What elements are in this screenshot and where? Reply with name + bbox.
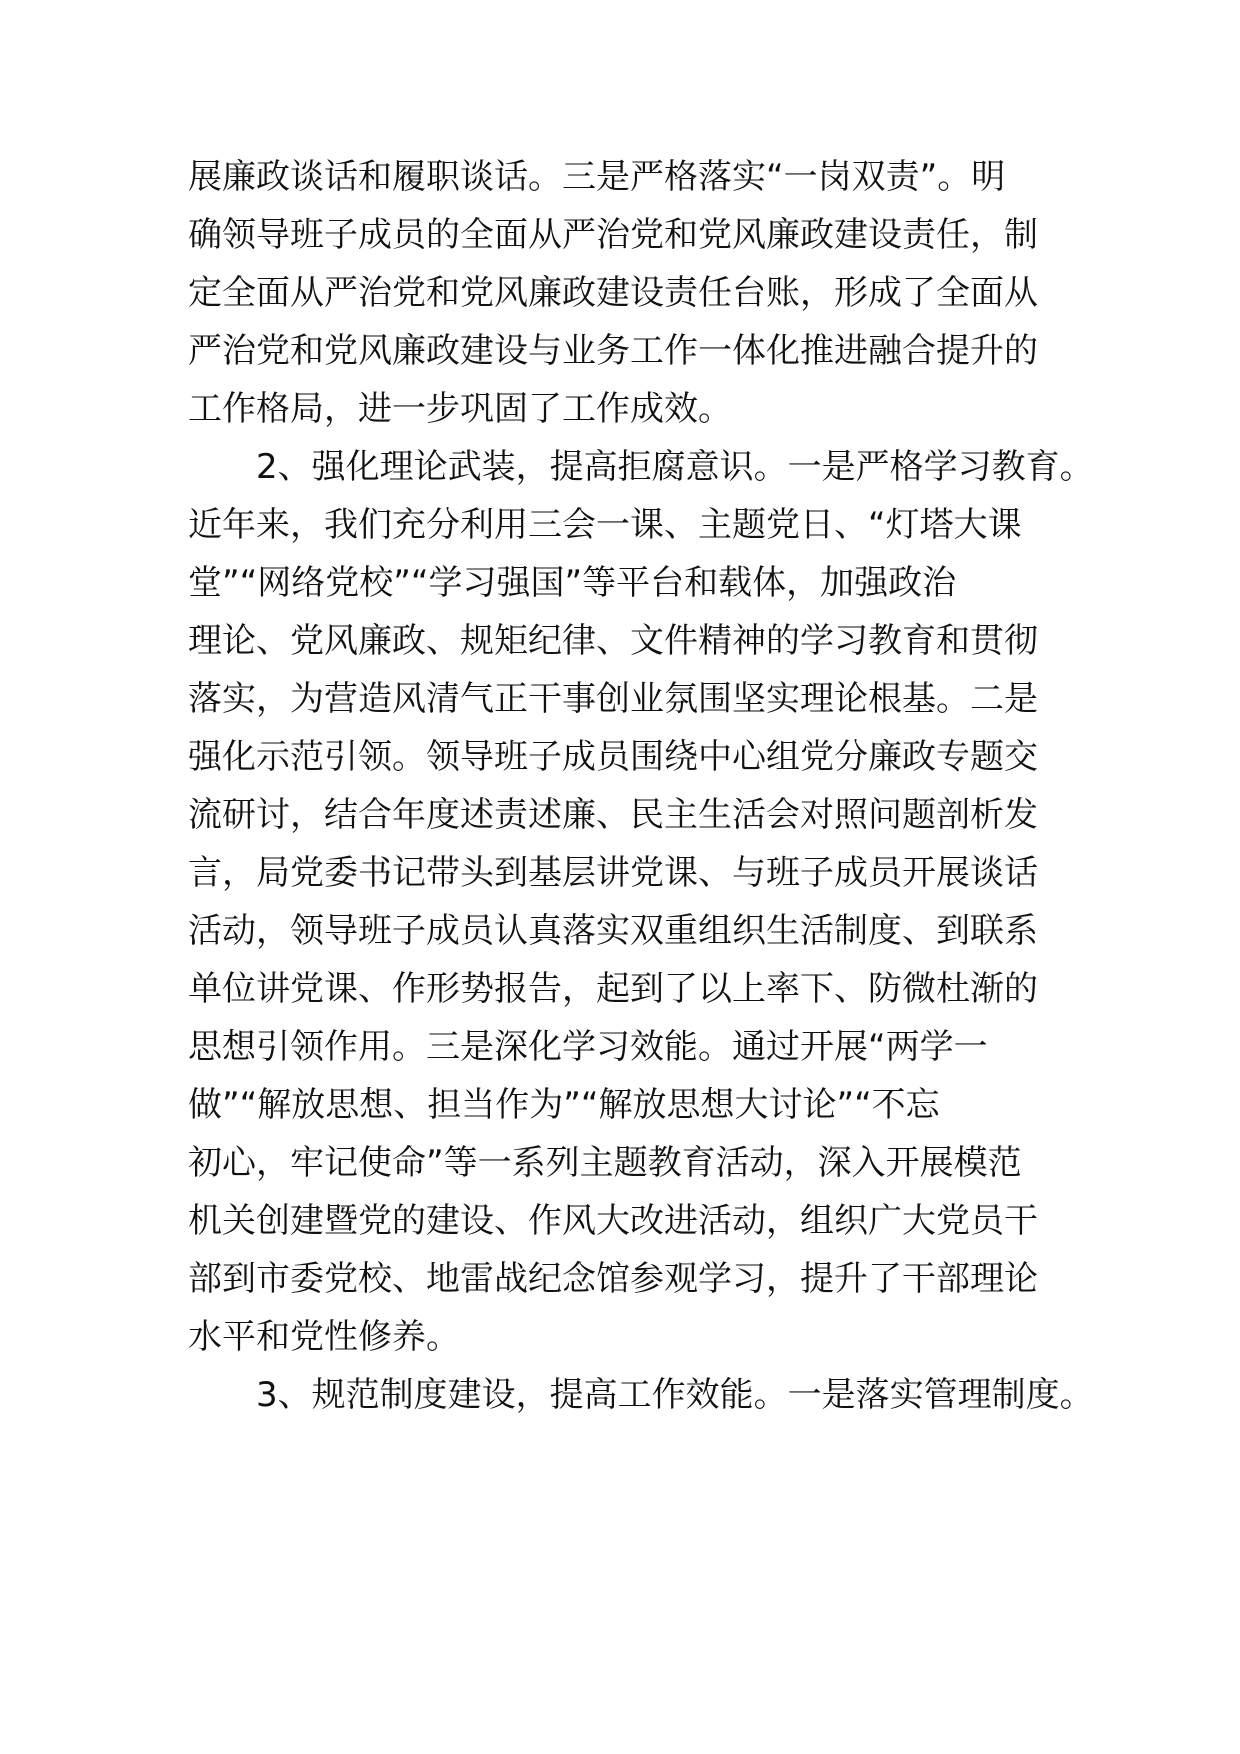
- paragraph-heading-2: 2、强化理论武装，提高拒腐意识。一是严格学习教育。: [256, 447, 1094, 487]
- text-line: 活动，领导班子成员认真落实双重组织生活制度、到联系: [188, 911, 1038, 951]
- text-line: 展廉政谈话和履职谈话。三是严格落实“一岗双责”。明: [188, 157, 1006, 197]
- text-line: 工作格局，进一步巩固了工作成效。: [188, 389, 732, 429]
- text-line: 严治党和党风廉政建设与业务工作一体化推进融合提升的: [188, 331, 1038, 371]
- text-line: 定全面从严治党和党风廉政建设责任台账，形成了全面从: [188, 273, 1038, 313]
- text-line: 做”“解放思想、担当作为”“解放思想大讨论”“不忘: [188, 1085, 940, 1125]
- text-line: 确领导班子成员的全面从严治党和党风廉政建设责任，制: [188, 215, 1038, 255]
- text-line: 理论、党风廉政、规矩纪律、文件精神的学习教育和贯彻: [188, 621, 1038, 661]
- text-line: 强化示范引领。领导班子成员围绕中心组党分廉政专题交: [188, 737, 1038, 777]
- text-line: 思想引领作用。三是深化学习效能。通过开展“两学一: [188, 1027, 988, 1067]
- text-line: 言，局党委书记带头到基层讲党课、与班子成员开展谈话: [188, 853, 1038, 893]
- text-line: 机关创建暨党的建设、作风大改进活动，组织广大党员干: [188, 1201, 1038, 1241]
- text-line: 部到市委党校、地雷战纪念馆参观学习，提升了干部理论: [188, 1259, 1038, 1299]
- text-line: 流研讨，结合年度述责述廉、民主生活会对照问题剖析发: [188, 795, 1038, 835]
- text-line: 堂”“网络党校”“学习强国”等平台和载体，加强政治: [188, 563, 957, 603]
- text-line: 近年来，我们充分利用三会一课、主题党日、“灯塔大课: [188, 505, 1022, 545]
- text-line: 单位讲党课、作形势报告，起到了以上率下、防微杜渐的: [188, 969, 1038, 1009]
- paragraph-heading-3: 3、规范制度建设，提高工作效能。一是落实管理制度。: [256, 1375, 1094, 1415]
- text-line: 水平和党性修养。: [188, 1317, 460, 1357]
- text-line: 落实，为营造风清气正干事创业氛围坚实理论根基。二是: [188, 679, 1038, 719]
- text-line: 初心，牢记使命”等一系列主题教育活动，深入开展模范: [188, 1143, 1022, 1183]
